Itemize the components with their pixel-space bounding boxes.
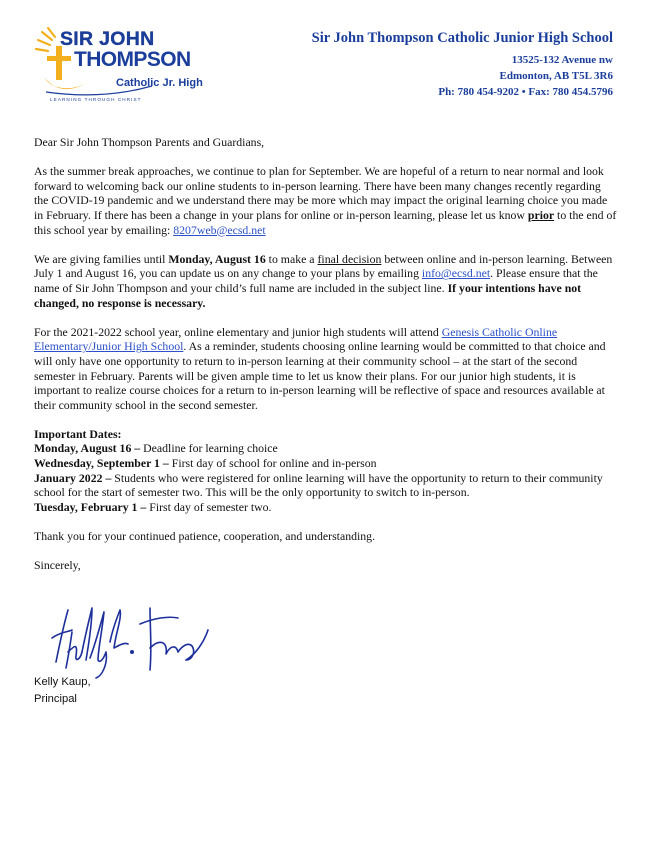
school-name: Sir John Thompson Catholic Junior High School <box>311 30 613 46</box>
salutation: Dear Sir John Thompson Parents and Guardians, <box>34 135 265 149</box>
signer-name: Kelly Kaup, <box>34 676 91 688</box>
letterhead <box>312 30 613 100</box>
paragraph-2: We are giving families until Monday, August 16 to make a final decision between online and in-person learning. Between July 1 and August 16, you can update us on any change to your plans by emailing info@ecsd.net. Please ensure that the name of Sir John Thompson and your child’s full name are included in the subject line. If your intentions have not changed, no response is necessary. <box>34 251 613 310</box>
deadline-date: Monday, August 16 <box>168 251 266 266</box>
school-logo <box>32 26 204 110</box>
email-link-info[interactable]: info@ecsd.net <box>421 266 491 281</box>
signer-title: Principal <box>34 693 77 705</box>
email-link-8207web[interactable]: 8207web@ecsd.net <box>173 222 266 237</box>
paragraph-3: For the 2021-2022 school year, online elementary and junior high students will attend Genesis Catholic Online Elementary/Junior High School. As a reminder, students choosing online learning would be committed to that choice and will only have one opportunity to return to in-person learning at their community school – at the start of the second semester in February. Parents will be given ample time to let us know their plans. For our junior high students, it is important to realize course choices for a return to in-person learning will be reflective of space and resources available at their community school in the second semester. <box>34 324 606 412</box>
final-decision-text: final decision <box>317 251 382 266</box>
closing: Sincerely, <box>34 558 81 573</box>
date-item: Tuesday, February 1 – First day of semester two. <box>34 499 272 514</box>
date-item: Wednesday, September 1 – First day of school for online and in-person <box>34 456 377 471</box>
no-response-note: If your intentions have not changed, no response is necessary. <box>34 280 582 310</box>
address-line-2: Edmonton, AB T5L 3R6 <box>499 70 613 82</box>
letter-body <box>34 135 618 587</box>
address-line-1: 13525-132 Avenue nw <box>511 54 613 66</box>
date-item: January 2022 – Students who were registered for online learning will have the opportunity to return to their community school for the start of semester two. This will be the only opportunity to switch to in-person. <box>34 470 603 500</box>
signer-block <box>34 674 91 708</box>
handwritten-signature <box>46 602 216 680</box>
date-item: Monday, August 16 – Deadline for learning choice <box>34 441 278 456</box>
logo-text-thompson: THOMPSON <box>74 48 191 71</box>
important-dates-heading: Important Dates: <box>34 426 122 441</box>
important-dates <box>34 427 618 515</box>
logo-tagline: LEARNING THROUGH CHRIST <box>50 97 142 102</box>
paragraph-1: As the summer break approaches, we continue to plan for September. We are hopeful of a return to near normal and look forward to welcoming back our online students to in-person learning. There have been many changes recently regarding the COVID-19 pandemic and we understand there may be more which may impact the original learning choice you made in February. If there has been a change in your plans for online or in-person learning, please let us know prior to the end of this school year by emailing: 8207web@ecsd.net <box>34 164 617 237</box>
logo-text-catholic: Catholic Jr. High <box>116 77 203 89</box>
genesis-school-link[interactable]: Genesis Catholic Online Elementary/Junior High School <box>34 324 558 354</box>
phone-fax: Ph: 780 454-9202 • Fax: 780 454.5796 <box>438 86 613 98</box>
logo-text-sir-john: SIR JOHN <box>60 28 155 50</box>
thanks-line: Thank you for your continued patience, cooperation, and understanding. <box>34 529 376 544</box>
prior-emphasis: prior <box>527 207 555 222</box>
